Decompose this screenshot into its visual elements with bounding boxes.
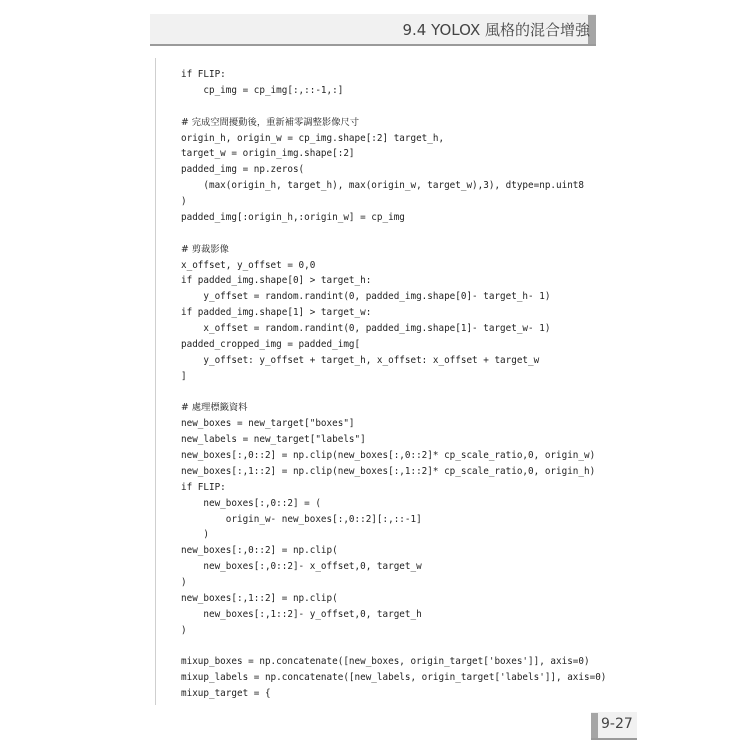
- code-line: ): [181, 529, 209, 541]
- code-line: new_labels = new_target["labels"]: [181, 434, 366, 446]
- code-line: new_boxes[:,1::2] = np.clip(: [181, 592, 338, 604]
- code-line: ): [181, 577, 187, 588]
- code-line: if padded_img.shape[1] > target_w:: [181, 307, 372, 319]
- code-line: (max(origin_h, target_h), max(origin_w, target_w),3), dtype=np.uint8: [181, 180, 584, 192]
- code-line: padded_img = np.zeros(: [181, 164, 305, 176]
- code-line: new_boxes = new_target["boxes"]: [181, 418, 355, 430]
- code-line: y_offset = random.randint(0, padded_img.shape[0]- target_h- 1): [181, 291, 551, 303]
- code-block-rule: [155, 58, 156, 705]
- code-line: if FLIP:: [181, 69, 226, 80]
- footer-accent-tab: [591, 713, 598, 738]
- code-line: y_offset: y_offset + target_h, x_offset: x_offset + target_w: [181, 354, 540, 366]
- code-line: if FLIP:: [181, 481, 226, 493]
- header-rule: [150, 44, 596, 46]
- code-line: x_offset = random.randint(0, padded_img.shape[1]- target_w- 1): [181, 323, 551, 334]
- code-line: [181, 99, 606, 115]
- section-title: 9.4 YOLOX 風格的混合增強: [402, 21, 590, 39]
- code-line: target_w = origin_img.shape[:2]: [181, 148, 355, 160]
- code-line: ): [181, 624, 187, 636]
- code-comment-line: # 完成空間擾動後，重新補零調整影像尺寸: [181, 116, 360, 128]
- code-line: [181, 639, 606, 655]
- code-line: mixup_boxes = np.concatenate([new_boxes, origin_target['boxes']], axis=0): [181, 656, 590, 668]
- code-line: padded_img[:origin_h,:origin_w] = cp_img: [181, 211, 405, 223]
- code-line: [181, 385, 606, 401]
- code-line: x_offset, y_offset = 0,0: [181, 259, 316, 271]
- code-comment-line: # 剪裁影像: [181, 243, 229, 255]
- code-line: new_boxes[:,0::2] = (: [181, 497, 321, 509]
- code-line: new_boxes[:,1::2]- y_offset,0, target_h: [181, 608, 422, 620]
- code-line: cp_img = cp_img[:,::-1,:]: [181, 84, 344, 96]
- code-comment-line: # 處理標籤資料: [181, 402, 248, 414]
- code-line: ]: [181, 370, 187, 382]
- code-line: new_boxes[:,0::2]- x_offset,0, target_w: [181, 561, 422, 573]
- code-line: origin_h, origin_w = cp_img.shape[:2] target_h,: [181, 132, 445, 144]
- code-line: ): [181, 196, 187, 207]
- code-line: [181, 226, 606, 242]
- code-line: if padded_img.shape[0] > target_h:: [181, 275, 372, 287]
- code-line: new_boxes[:,0::2] = np.clip(: [181, 545, 338, 557]
- code-line: mixup_target = {: [181, 688, 271, 700]
- code-line: new_boxes[:,0::2] = np.clip(new_boxes[:,0::2]* cp_scale_ratio,0, origin_w): [181, 450, 596, 461]
- code-line: padded_cropped_img = padded_img[: [181, 338, 361, 350]
- code-line: mixup_labels = np.concatenate([new_labels, origin_target['labels']], axis=0): [181, 672, 607, 684]
- code-line: new_boxes[:,1::2] = np.clip(new_boxes[:,1::2]* cp_scale_ratio,0, origin_h): [181, 465, 596, 477]
- code-block: [181, 67, 606, 702]
- page-number: 9-27: [601, 716, 633, 732]
- code-line: origin_w- new_boxes[:,0::2][:,::-1]: [181, 513, 422, 525]
